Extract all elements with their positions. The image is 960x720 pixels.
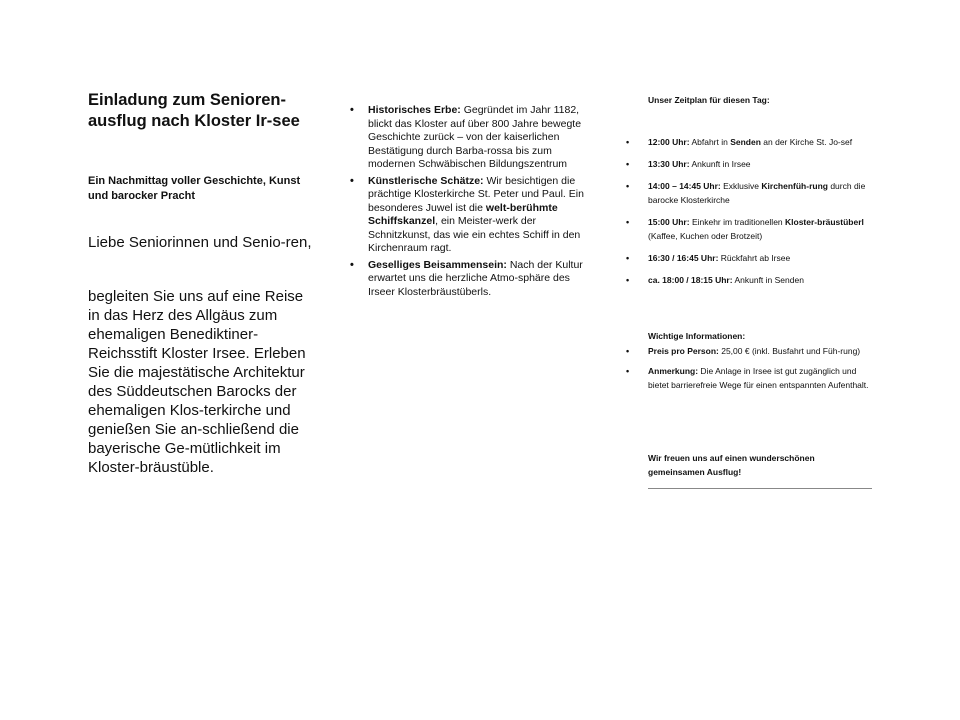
schedule-time: 13:30 Uhr: xyxy=(648,159,690,169)
schedule-bold: Kloster-bräustüberl xyxy=(785,217,864,227)
schedule-item xyxy=(622,135,874,149)
schedule-text: Exklusive xyxy=(720,181,762,191)
item-text: , ein Meister-werk der Schnitzkunst, das wie ein echtes Schiff in den Kirchenraum ragt. xyxy=(368,215,581,254)
bullet-icon: • xyxy=(350,258,354,271)
schedule-bold: Kirchenfüh-rung xyxy=(761,181,828,191)
info-label: Anmerkung: xyxy=(648,366,699,376)
list-item xyxy=(348,175,598,256)
item-bold: welt-berühmte Schiffskanzel xyxy=(368,201,558,227)
list-item xyxy=(348,259,598,300)
schedule-heading: Unser Zeitplan für diesen Tag: xyxy=(648,95,770,105)
schedule-time: 12:00 Uhr: xyxy=(648,137,690,147)
info-text: 25,00 € (inkl. Busfahrt und Füh-rung) xyxy=(718,346,861,356)
schedule-list xyxy=(622,135,874,295)
schedule-text: an der Kirche St. Jo-sef xyxy=(760,137,853,147)
schedule-text: durch die barocke Klosterkirche xyxy=(648,181,866,205)
invitation-subtitle: Ein Nachmittag voller Geschichte, Kunst und barocker Pracht xyxy=(88,175,301,202)
divider xyxy=(648,488,872,489)
bullet-icon: • xyxy=(626,159,630,169)
bullet-icon: • xyxy=(350,104,354,116)
schedule-time: 14:00 – 14:45 Uhr: xyxy=(648,181,721,191)
item-label: Historisches Erbe: xyxy=(368,104,461,116)
bullet-icon: • xyxy=(626,346,630,356)
schedule-text: Abfahrt in xyxy=(689,137,731,147)
schedule-item xyxy=(622,251,874,265)
schedule-bold: Senden xyxy=(730,137,761,147)
schedule-time: 16:30 / 16:45 Uhr: xyxy=(648,253,719,263)
info-item xyxy=(622,364,874,392)
schedule-item xyxy=(622,157,874,171)
schedule-time: 15:00 Uhr: xyxy=(648,217,690,227)
item-text: Nach der Kultur erwartet uns die herzliche Atmo-sphäre des Irseer Klosterbräustüberls. xyxy=(368,258,583,298)
info-text: Die Anlage in Irsee ist gut zugänglich und bietet barrierefreie Wege für einen entspannten Aufenthalt. xyxy=(648,366,869,390)
item-label: Künstlerische Schätze: xyxy=(368,174,484,187)
info-heading: Wichtige Informationen: xyxy=(648,331,746,341)
schedule-item xyxy=(622,215,874,243)
greeting: Liebe Seniorinnen und Senio-ren, xyxy=(88,234,312,251)
closing-note: Wir freuen uns auf einen wunderschönen gemeinsamen Ausflug! xyxy=(648,453,815,477)
item-text: Wir besichtigen die prächtige Klosterkirche St. Peter und Paul. Ein besonderes Juwel ist die xyxy=(368,174,584,214)
list-item xyxy=(348,104,598,172)
item-label: Geselliges Beisammensein: xyxy=(368,258,507,271)
info-list xyxy=(622,344,874,398)
bullet-icon: • xyxy=(626,275,630,285)
schedule-time: ca. 18:00 / 18:15 Uhr: xyxy=(648,275,733,285)
schedule-text: Ankunft in Irsee xyxy=(689,159,751,169)
schedule-text: Rückfahrt ab Irsee xyxy=(718,253,791,263)
bullet-icon: • xyxy=(626,366,630,376)
invitation-title: Einladung zum Senioren-ausflug nach Kloster Ir-see xyxy=(88,91,300,130)
intro-paragraph: begleiten Sie uns auf eine Reise in das Herz des Allgäus zum ehemaligen Benediktiner-Reichsstift Kloster Irsee. Erleben Sie die majestätische Architektur des Süddeutschen Barocks der ehemaligen Klos-terkirche und genießen Sie an-schließend die bayerische Ge-mütlichkeit im Kloster-bräustüble. xyxy=(88,288,306,476)
bullet-icon: • xyxy=(626,253,630,263)
schedule-item xyxy=(622,179,874,207)
schedule-text: Ankunft in Senden xyxy=(732,275,804,285)
schedule-item xyxy=(622,273,874,287)
schedule-text: Einkehr im traditionellen xyxy=(689,217,786,227)
bullet-icon: • xyxy=(626,217,630,227)
highlights-list xyxy=(348,104,598,302)
bullet-icon: • xyxy=(350,174,354,187)
info-item xyxy=(622,344,874,358)
bullet-icon: • xyxy=(626,137,630,147)
info-label: Preis pro Person: xyxy=(648,346,719,356)
item-text: Gegründet im Jahr 1182, blickt das Kloster auf über 800 Jahre bewegte Geschichte zurück – von der kaiserlichen Bestätigung durch Barba-rossa bis zum modernen Schwäbischen Bildungszentrum xyxy=(368,104,582,170)
bullet-icon: • xyxy=(626,181,630,191)
schedule-text: (Kaffee, Kuchen oder Brotzeit) xyxy=(648,231,763,241)
